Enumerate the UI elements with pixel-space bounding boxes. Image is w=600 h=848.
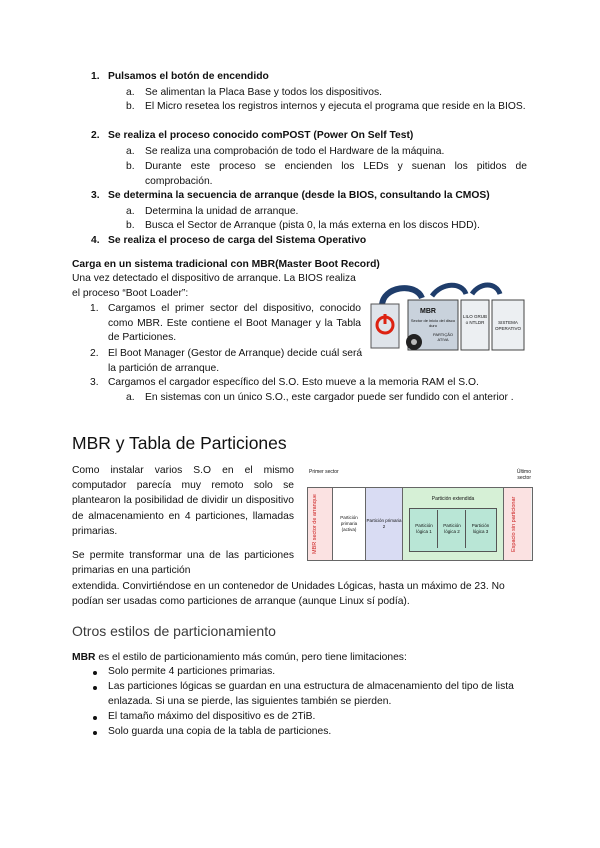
last-sector-label: Último sector	[516, 469, 531, 481]
list-number: 1.	[90, 303, 99, 314]
mbr-load-heading: Carga en un sistema tradicional con MBR(Master Boot Record)	[72, 259, 380, 270]
section-subtitle: Otros estilos de particionamiento	[72, 623, 276, 639]
mbr-box-title: MBR	[420, 308, 436, 315]
extended-partition	[403, 488, 504, 560]
partition-diagram	[307, 469, 532, 563]
sub-text: Busca el Sector de Arranque (pista 0, la más externa en los discos HDD).	[145, 220, 480, 231]
lead-paragraph	[72, 651, 407, 666]
list-item: Las particiones lógicas se guardan en una estructura de almacenamiento del tipo de lista enlazada. Si una se pierde, las siguientes también se pierden.	[108, 681, 514, 707]
step-title: Se realiza el proceso de carga del Sistema Operativo	[108, 235, 367, 246]
sub-text: En sistemas con un único S.O., este cargador puede ser fundido con el anterior .	[145, 392, 514, 403]
unpartitioned-space	[504, 488, 531, 560]
primary-partition-1-label: Partición primaria (activa)	[340, 515, 358, 532]
mbr-block	[308, 488, 333, 560]
bullet-icon	[93, 731, 97, 735]
primary-partition-1	[333, 488, 366, 560]
list-item-text: Cargamos el cargador específico del S.O. Esto mueve a la memoria RAM el S.O.	[108, 377, 479, 388]
sub-label: b.	[126, 101, 135, 112]
lead-text: es el estilo de particionamiento más común, pero tiene limitaciones:	[95, 652, 407, 663]
sub-text: Se realiza una comprobación de todo el Hardware de la máquina.	[145, 146, 445, 157]
lead-bold: MBR	[72, 652, 96, 663]
sub-text: Durante este proceso se encienden los LEDs y suenan los pitidos de comprobación.	[145, 161, 527, 187]
sub-label: b.	[126, 220, 135, 231]
list-item: Solo guarda una copia de la tabla de particiones.	[108, 726, 332, 737]
sub-label: a.	[126, 87, 135, 98]
list-item: El tamaño máximo del dispositivo es de 2TiB.	[108, 711, 316, 722]
sub-text: Se alimentan la Placa Base y todos los dispositivos.	[145, 87, 382, 98]
bullet-icon	[93, 716, 97, 720]
list-number: 3.	[90, 377, 99, 388]
step-number: 2.	[91, 130, 100, 141]
list-item-text: El Boot Manager (Gestor de Arranque) decide cuál será la partición de arranque.	[108, 348, 363, 374]
extended-partition-label: Partición extendida	[431, 496, 475, 502]
mbr-load-intro: Una vez detectado el dispositivo de arranque. La BIOS realiza el proceso “Boot Loader”:	[72, 273, 356, 299]
mbr-box-text: Sector de inicio del disco duro	[410, 318, 456, 328]
sub-text: El Micro resetea los registros internos y ejecuta el programa que reside en la BIOS.	[145, 101, 526, 112]
logical-partition-2-label: Partición lógica 2	[443, 523, 461, 534]
paragraph: Se permite transformar una de las particiones primarias en una partición	[72, 550, 294, 577]
step-number: 1.	[91, 71, 100, 82]
step-number: 3.	[91, 190, 100, 201]
logical-partition-1-label: Partición lógica 1	[415, 523, 433, 534]
step-title: Se realiza el proceso conocido comPOST (Power On Self Test)	[108, 130, 414, 141]
os-box-text: SISTEMA OPERATIVO	[495, 320, 521, 331]
primary-partition-2-label: Partición primaria 2	[366, 518, 402, 529]
sub-label: a.	[126, 206, 135, 217]
step-title: Se determina la secuencia de arranque (desde la BIOS, consultando la CMOS)	[108, 190, 490, 201]
sub-label: b.	[126, 161, 135, 172]
first-sector-label: Primer sector	[309, 469, 339, 475]
boot-loader-diagram	[368, 278, 528, 360]
step-title: Pulsamos el botón de encendido	[108, 71, 269, 82]
unpartitioned-label: Espacio sin particionar	[511, 496, 517, 552]
sub-text: Determina la unidad de arranque.	[145, 206, 299, 217]
sub-label: a.	[126, 146, 135, 157]
mbr-block-label: MBR sector de arranque	[312, 494, 318, 554]
list-item: Solo permite 4 particiones primarias.	[108, 666, 276, 677]
loader-box-text: LILO GRUB o NTLDR	[462, 314, 487, 325]
bullet-icon	[93, 686, 97, 690]
sub-label: a.	[126, 392, 135, 403]
logical-partition-3	[467, 510, 494, 548]
section-title: MBR y Tabla de Particiones	[72, 433, 287, 453]
bullet-icon	[93, 671, 97, 675]
list-item-text: Cargamos el primer sector del dispositivo, conocido como MBR. Este contiene el Boot Manager y la Tabla de Particiones.	[108, 303, 361, 344]
paragraph: Como instalar varios S.O en el mismo computador parecía muy remoto solo se plantearon la posibilidad de dividir un dispositivo de almacenamiento en 4 particiones, llamadas primarias.	[72, 465, 294, 537]
list-number: 2.	[90, 348, 99, 359]
mbr-box-sub: PARTIÇÃO ATIVA	[432, 332, 454, 342]
logical-partition-1	[411, 510, 438, 548]
step-number: 4.	[91, 235, 100, 246]
logical-partition-3-label: Partición lógica 3	[471, 523, 490, 534]
primary-partition-2	[366, 488, 403, 560]
logical-partition-2	[439, 510, 466, 548]
paragraph: extendida. Convirtiéndose en un contenedor de Unidades Lógicas, hasta un máximo de 23. No podían ser usadas como particiones de arranque (aunque Linux sí podía).	[72, 581, 505, 608]
